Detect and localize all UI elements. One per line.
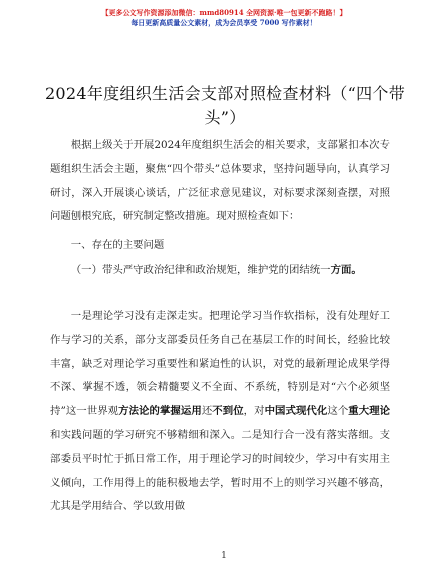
- document-title: 2024年度组织生活会支部对照检查材料（“四个带头”）: [44, 84, 406, 127]
- subsection-heading: [50, 259, 390, 283]
- body-paragraph: [50, 305, 390, 519]
- intro-paragraph: 根据上级关于开展2024年度组织生活会的相关要求，支部紧扣本次专题组织生活会主题，聚焦“四个带头”总体要求，坚持问题导向，认真学习研讨，深入开展谈心谈话，广泛征求意见建议，对标要求深刻查摆，对照问题刨根究底，研究制定整改措施。现对照检查如下：: [50, 139, 390, 223]
- body-text-5: 和实践问题的学习研究不够精细和深入。二是知行合一没有落实落细。支部委员平时忙于抓日常工作，用于理论学习的时间较少，学习中有实用主义倾向，工作用得上的能积极地去学，暂时用不上的则学习兴趣不够高，尤其是学用结合、学以致用做: [50, 428, 390, 513]
- body-highlight-1: 方法论的掌握运用: [118, 405, 202, 418]
- body-text-3: ，对: [243, 405, 265, 418]
- body-highlight-3: 中国式现代化: [264, 405, 328, 418]
- body-highlight-2: 不到位: [212, 405, 244, 418]
- body-text-2: 还: [201, 405, 213, 418]
- promo-banner-line-2: 每日更新高质量公文素材，成为会员享受 7000 写作素材！: [131, 18, 317, 27]
- body-text-4: 这个: [327, 405, 349, 418]
- page-number: 1: [221, 551, 227, 561]
- promo-banner: [0, 8, 448, 28]
- subsection-heading-text: （一）带头严守政治纪律和政治规矩，维护党的团结统一: [70, 264, 331, 276]
- promo-banner-line-1: 【更多公文写作资源添加微信：mmd80914 全网资源·唯一包更新不跑路！】: [101, 8, 347, 17]
- body-highlight-4: 重大理论: [348, 405, 391, 418]
- body-text-1: 一是理论学习没有走深走实。把理论学习当作软指标，没有处理好工作与学习的关系，部分支部委员任务自己在基层工作的时间长，经验比较丰富，缺乏对理论学习重要性和紧迫性的认识，对党的最新理论成果学得不深、掌握不透，领会精髓要义不全面、不系统，特别是对“六个必须坚持”这一世界观: [50, 310, 390, 418]
- section-heading: 一、存在的主要问题: [70, 239, 165, 251]
- subsection-heading-suffix: 方面。: [330, 264, 362, 276]
